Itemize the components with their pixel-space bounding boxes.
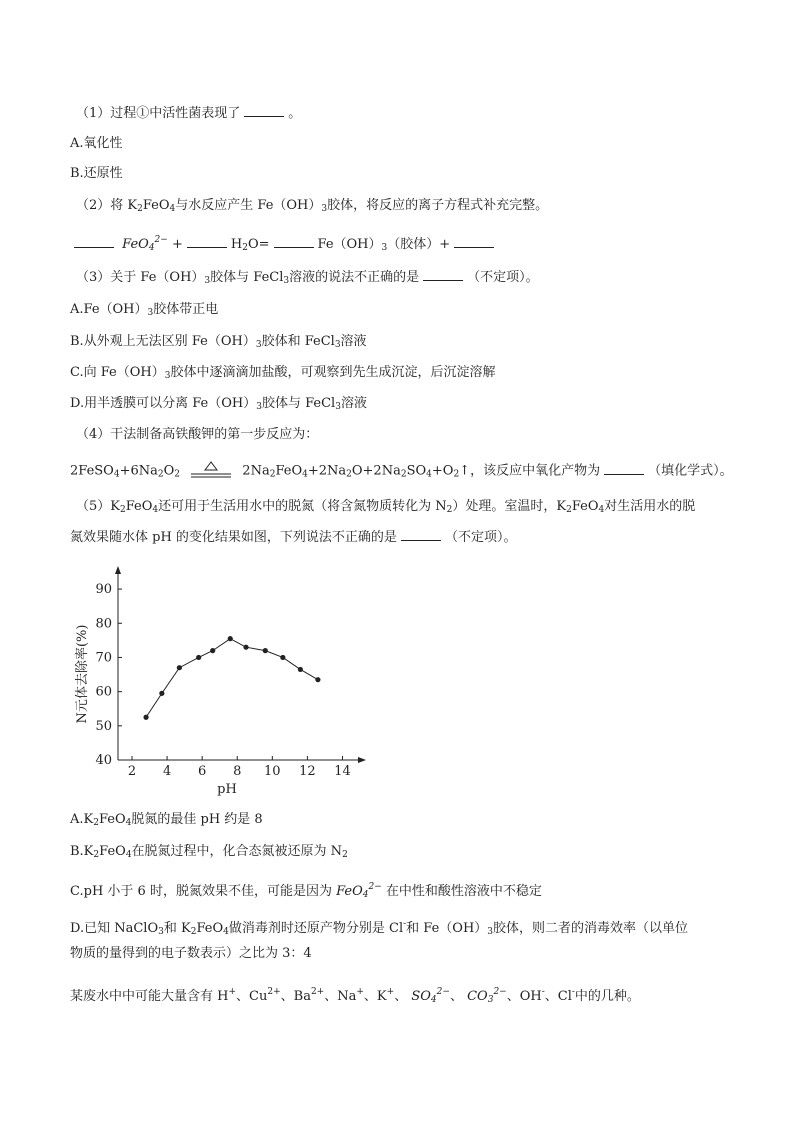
series-points: [143, 636, 320, 720]
q1-option-b: B.还原性: [70, 166, 123, 181]
x-tick-label: 14: [334, 764, 351, 779]
heat-condition-symbol: [190, 461, 232, 481]
data-point: [280, 655, 285, 660]
sulfate-ion: $SO_4^{2-}$: [411, 987, 450, 1005]
carbonate-ion: $CO_3^{2-}$: [467, 987, 507, 1005]
q3-option-a: $A.Fe(OH)_3$胶体带正电: [70, 302, 219, 318]
data-point: [196, 655, 201, 660]
q5-stem-line1: $(5)K_2FeO_4$还可用于生活用水中的脱氮（将含氮物质转化为 $N_2$）处理。室温时，$K_2FeO_4$对生活用水的脱: [76, 499, 696, 515]
data-point: [243, 645, 248, 650]
answer-blank[interactable]: [423, 268, 463, 281]
x-tick-label: 2: [127, 764, 137, 779]
data-point: [298, 667, 303, 672]
answer-blank[interactable]: [74, 235, 114, 248]
x-tick-label: 12: [299, 764, 316, 779]
q3-option-c: C.向 $Fe(OH)_3$胶体中逐滴滴加盐酸，可观察到先生成沉淀，后沉淀溶解: [70, 365, 496, 381]
x-axis-arrow: [358, 757, 366, 763]
q5-option-d-line2: 物质的量得到的电子数表示）之比为 3：4: [70, 946, 312, 961]
answer-blank[interactable]: [187, 235, 227, 248]
y-axis-arrow: [115, 566, 121, 574]
ferrate-ion: FeO$_4^{2-}$: [336, 882, 382, 900]
q5-option-b: $B.K_2FeO_4$在脱氮过程中，化合态氮被还原为 $N_2$: [70, 844, 348, 860]
ferrate-ion: FeO$_4^{2-}$: [122, 235, 168, 253]
q4-stem: （4）干法制备高铁酸钾的第一步反应为：: [76, 427, 319, 442]
q2-stem: （2）将 $K_2FeO_4$与水反应产生 $Fe(OH)_3$胶体，将反应的离子方程式补充完整。: [76, 198, 549, 214]
q5-option-d-line1: D.已知 NaClO$_3$和 $K_2FeO_4$做消毒剂时还原产物分别是 Cl-和 $Fe(OH)_3$胶体，则二者的消毒效率（以单位: [70, 919, 689, 937]
y-axis-label: N元体去除率(%): [75, 624, 90, 724]
data-point: [210, 648, 215, 653]
y-tick-label: 40: [95, 753, 112, 768]
q5-option-a: $A.K_2FeO_4$脱氮的最佳 pH 约是 8: [70, 812, 263, 828]
x-tick-label: 4: [162, 764, 172, 779]
answer-blank[interactable]: [274, 235, 314, 248]
q1-option-a: A.氧化性: [70, 136, 123, 151]
y-tick-label: 90: [95, 582, 112, 598]
answer-blank[interactable]: [604, 462, 644, 475]
series-line: [146, 639, 318, 718]
x-tick-label: 10: [264, 764, 281, 779]
data-point: [177, 665, 182, 670]
n-removal-vs-ph-chart: [70, 560, 370, 800]
data-point: [315, 677, 320, 682]
y-tick-label: 70: [95, 650, 112, 666]
q2-equation: $FeO_4^{2-} + H_2O= Fe(OH)_3$（胶体）+: [70, 230, 730, 258]
answer-blank[interactable]: [401, 528, 441, 541]
data-point: [228, 636, 233, 641]
q5-stem-line2: 氮效果随水体 pH 的变化结果如图，下列说法不正确的是 （不定项）。: [70, 530, 517, 545]
chart-axes: [115, 566, 366, 763]
y-tick-label: 50: [95, 718, 112, 734]
data-point: [143, 715, 148, 720]
chart-ticks: [95, 582, 350, 779]
y-tick-label: 60: [95, 684, 112, 700]
x-tick-label: 8: [233, 764, 242, 779]
q1-stem: （1）过程①中活性菌表现了 。: [76, 106, 302, 121]
answer-blank[interactable]: [244, 104, 284, 117]
wastewater-paragraph: 某废水中中可能大量含有 H+、$Cu^{2+}$、$Ba^{2+}$、Na+、K+、 $SO_4^{2-}$、 $CO_3^{2-}$、OH-、Cl-中的几种。: [70, 987, 640, 1005]
q3-stem: （3）关于 $Fe(OH)_3$胶体与 FeCl$_3$溶液的说法不正确的是 （不定项）。: [76, 270, 539, 286]
q3-option-b: B.从外观上无法区别 $Fe(OH)_3$胶体和 FeCl$_3$溶液: [70, 334, 367, 350]
data-point: [159, 691, 164, 696]
x-axis-label: pH: [217, 782, 237, 797]
data-point: [263, 648, 268, 653]
q3-option-d: D.用半透膜可以分离 $Fe(OH)_3$胶体与 FeCl$_3$溶液: [70, 396, 367, 412]
x-tick-label: 6: [198, 764, 207, 779]
q5-option-c: C.pH 小于 6 时，脱氮效果不佳，可能是因为 FeO$_4^{2-}$ 在中性和酸性溶液中不稳定: [70, 882, 542, 900]
answer-blank[interactable]: [454, 235, 494, 248]
q4-equation: $2FeSO_4+6Na_2O_2$ $2Na_2FeO_4+2Na_2O+2Na_2SO_4+O_2↑$，该反应中氧化产物为 （填化学式）。: [70, 461, 730, 485]
y-tick-label: 80: [95, 616, 112, 632]
